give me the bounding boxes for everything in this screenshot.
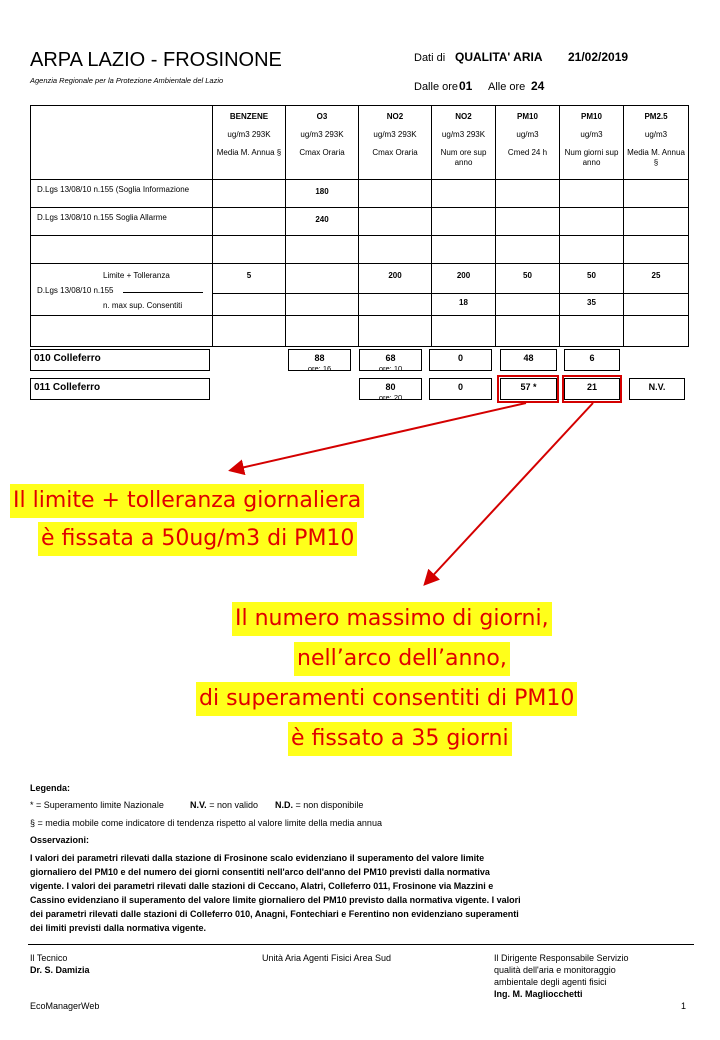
limite-value: 5: [213, 264, 286, 294]
legend-title: Legenda:: [30, 783, 71, 793]
station-value: N.V.: [629, 378, 685, 400]
callout-2-line-3: di superamenti consentiti di PM10: [196, 682, 577, 716]
station-name: 010 Colleferro: [30, 349, 210, 371]
soglia-info-label: D.Lgs 13/08/10 n.155 (Soglia Informazione: [31, 180, 213, 208]
dati-di-label: Dati di: [414, 52, 446, 64]
legend-nv: N.V. = non valido: [190, 800, 258, 810]
callout-2-line-1: Il numero massimo di giorni,: [232, 602, 552, 636]
column-header: BENZENE ug/m3 293K Media M. Annua §: [213, 106, 286, 180]
legend-star: * = Superamento limite Nazionale: [30, 800, 164, 810]
station-value: 80 ore: 20: [359, 378, 422, 400]
dati-di-value: QUALITA' ARIA: [455, 50, 543, 64]
dirigente-block: Il Dirigente Responsabile Servizio qualità dell'aria e monitoraggio ambientale degli agenti fisici Ing. M. Magliocchetti: [494, 953, 629, 999]
station-name: 011 Colleferro: [30, 378, 210, 400]
max-sup-label: n. max sup. Consentiti: [103, 301, 183, 310]
alle-ore-label: Alle ore: [488, 81, 526, 93]
limite-label: Limite + Tolleranza: [103, 271, 170, 280]
station-value: 88 ore: 16: [288, 349, 351, 371]
soglia-info-o3: 180: [286, 180, 359, 208]
column-header: PM10 ug/m3 Num giorni sup anno: [560, 106, 624, 180]
limite-value: 25: [624, 264, 689, 294]
station-value: 6: [564, 349, 620, 371]
soglia-allarme-label: D.Lgs 13/08/10 n.155 Soglia Allarme: [31, 208, 213, 236]
max-sup-value: 18: [432, 294, 496, 316]
station-value: 68 ore: 10: [359, 349, 422, 371]
soglia-allarme-o3: 240: [286, 208, 359, 236]
alle-ore-value: 24: [531, 79, 545, 93]
max-sup-value: 35: [560, 294, 624, 316]
column-header: PM2.5 ug/m3 Media M. Annua §: [624, 106, 689, 180]
column-header: PM10 ug/m3 Cmed 24 h: [496, 106, 560, 180]
dalle-ore-value: 01: [459, 79, 473, 93]
dlgs-label: D.Lgs 13/08/10 n.155: [37, 286, 114, 295]
limite-value: 50: [496, 264, 560, 294]
report-title: ARPA LAZIO - FROSINONE: [30, 49, 282, 71]
osservazioni-text: I valori dei parametri rilevati dalla stazione di Frosinone scalo evidenziano il superamento del valore limite giornaliero del PM10 e del numero dei giorni consentiti nell'arco dell'anno del PM10 previsti dalla normativa vigente. I valori dei parametri rilevati dalle stazioni di Ceccano, Alatri, Colleferro 011, Frosinone via Mazzini e Cassino evidenziano il superamento del valore limite giornaliero del PM10 previsto dalla normativa vigente. I valori dei parametri rilevati dalle stazioni di Colleferro 010, Anagni, Fontechiari e Ferentino non evidenziano superamenti dei limiti previsti dalla normativa vigente.: [30, 853, 521, 933]
arrow-to-callout-2: [426, 403, 593, 583]
callout-1-line-1: Il limite + tolleranza giornaliera: [10, 484, 364, 518]
dalle-ore-label: Dalle ore: [414, 81, 459, 93]
tecnico-block: Il Tecnico Dr. S. Damizia: [30, 953, 90, 975]
unit-name: Unità Aria Agenti Fisici Area Sud: [262, 953, 392, 963]
osservazioni-title: Osservazioni:: [30, 835, 90, 845]
software-name: EcoManagerWeb: [30, 1001, 100, 1011]
station-value: 0: [429, 378, 492, 400]
callout-1-line-2: è fissata a 50ug/m3 di PM10: [38, 522, 357, 556]
station-value: 21: [564, 378, 620, 400]
legend-section: § = media mobile come indicatore di tendenza rispetto al valore limite della media annua: [30, 818, 382, 828]
column-header: O3 ug/m3 293K Cmax Oraria: [286, 106, 359, 180]
footer-divider: [28, 944, 694, 945]
station-value: 0: [429, 349, 492, 371]
column-header: NO2 ug/m3 293K Cmax Oraria: [359, 106, 432, 180]
legend-nd: N.D. = non disponibile: [275, 800, 364, 810]
station-value: 48: [500, 349, 557, 371]
report-date: 21/02/2019: [568, 50, 629, 64]
report-subtitle: Agenzia Regionale per la Protezione Ambientale del Lazio: [30, 76, 224, 85]
callout-2-line-2: nell’arco dell’anno,: [294, 642, 510, 676]
limite-value: 200: [432, 264, 496, 294]
callout-2-line-4: è fissato a 35 giorni: [288, 722, 512, 756]
arrow-to-callout-1: [232, 403, 526, 470]
limite-value: 50: [560, 264, 624, 294]
page-number: 1: [681, 1001, 687, 1011]
limite-value: 200: [359, 264, 432, 294]
station-value: 57 *: [500, 378, 557, 400]
column-header: NO2 ug/m3 293K Num ore sup anno: [432, 106, 496, 180]
